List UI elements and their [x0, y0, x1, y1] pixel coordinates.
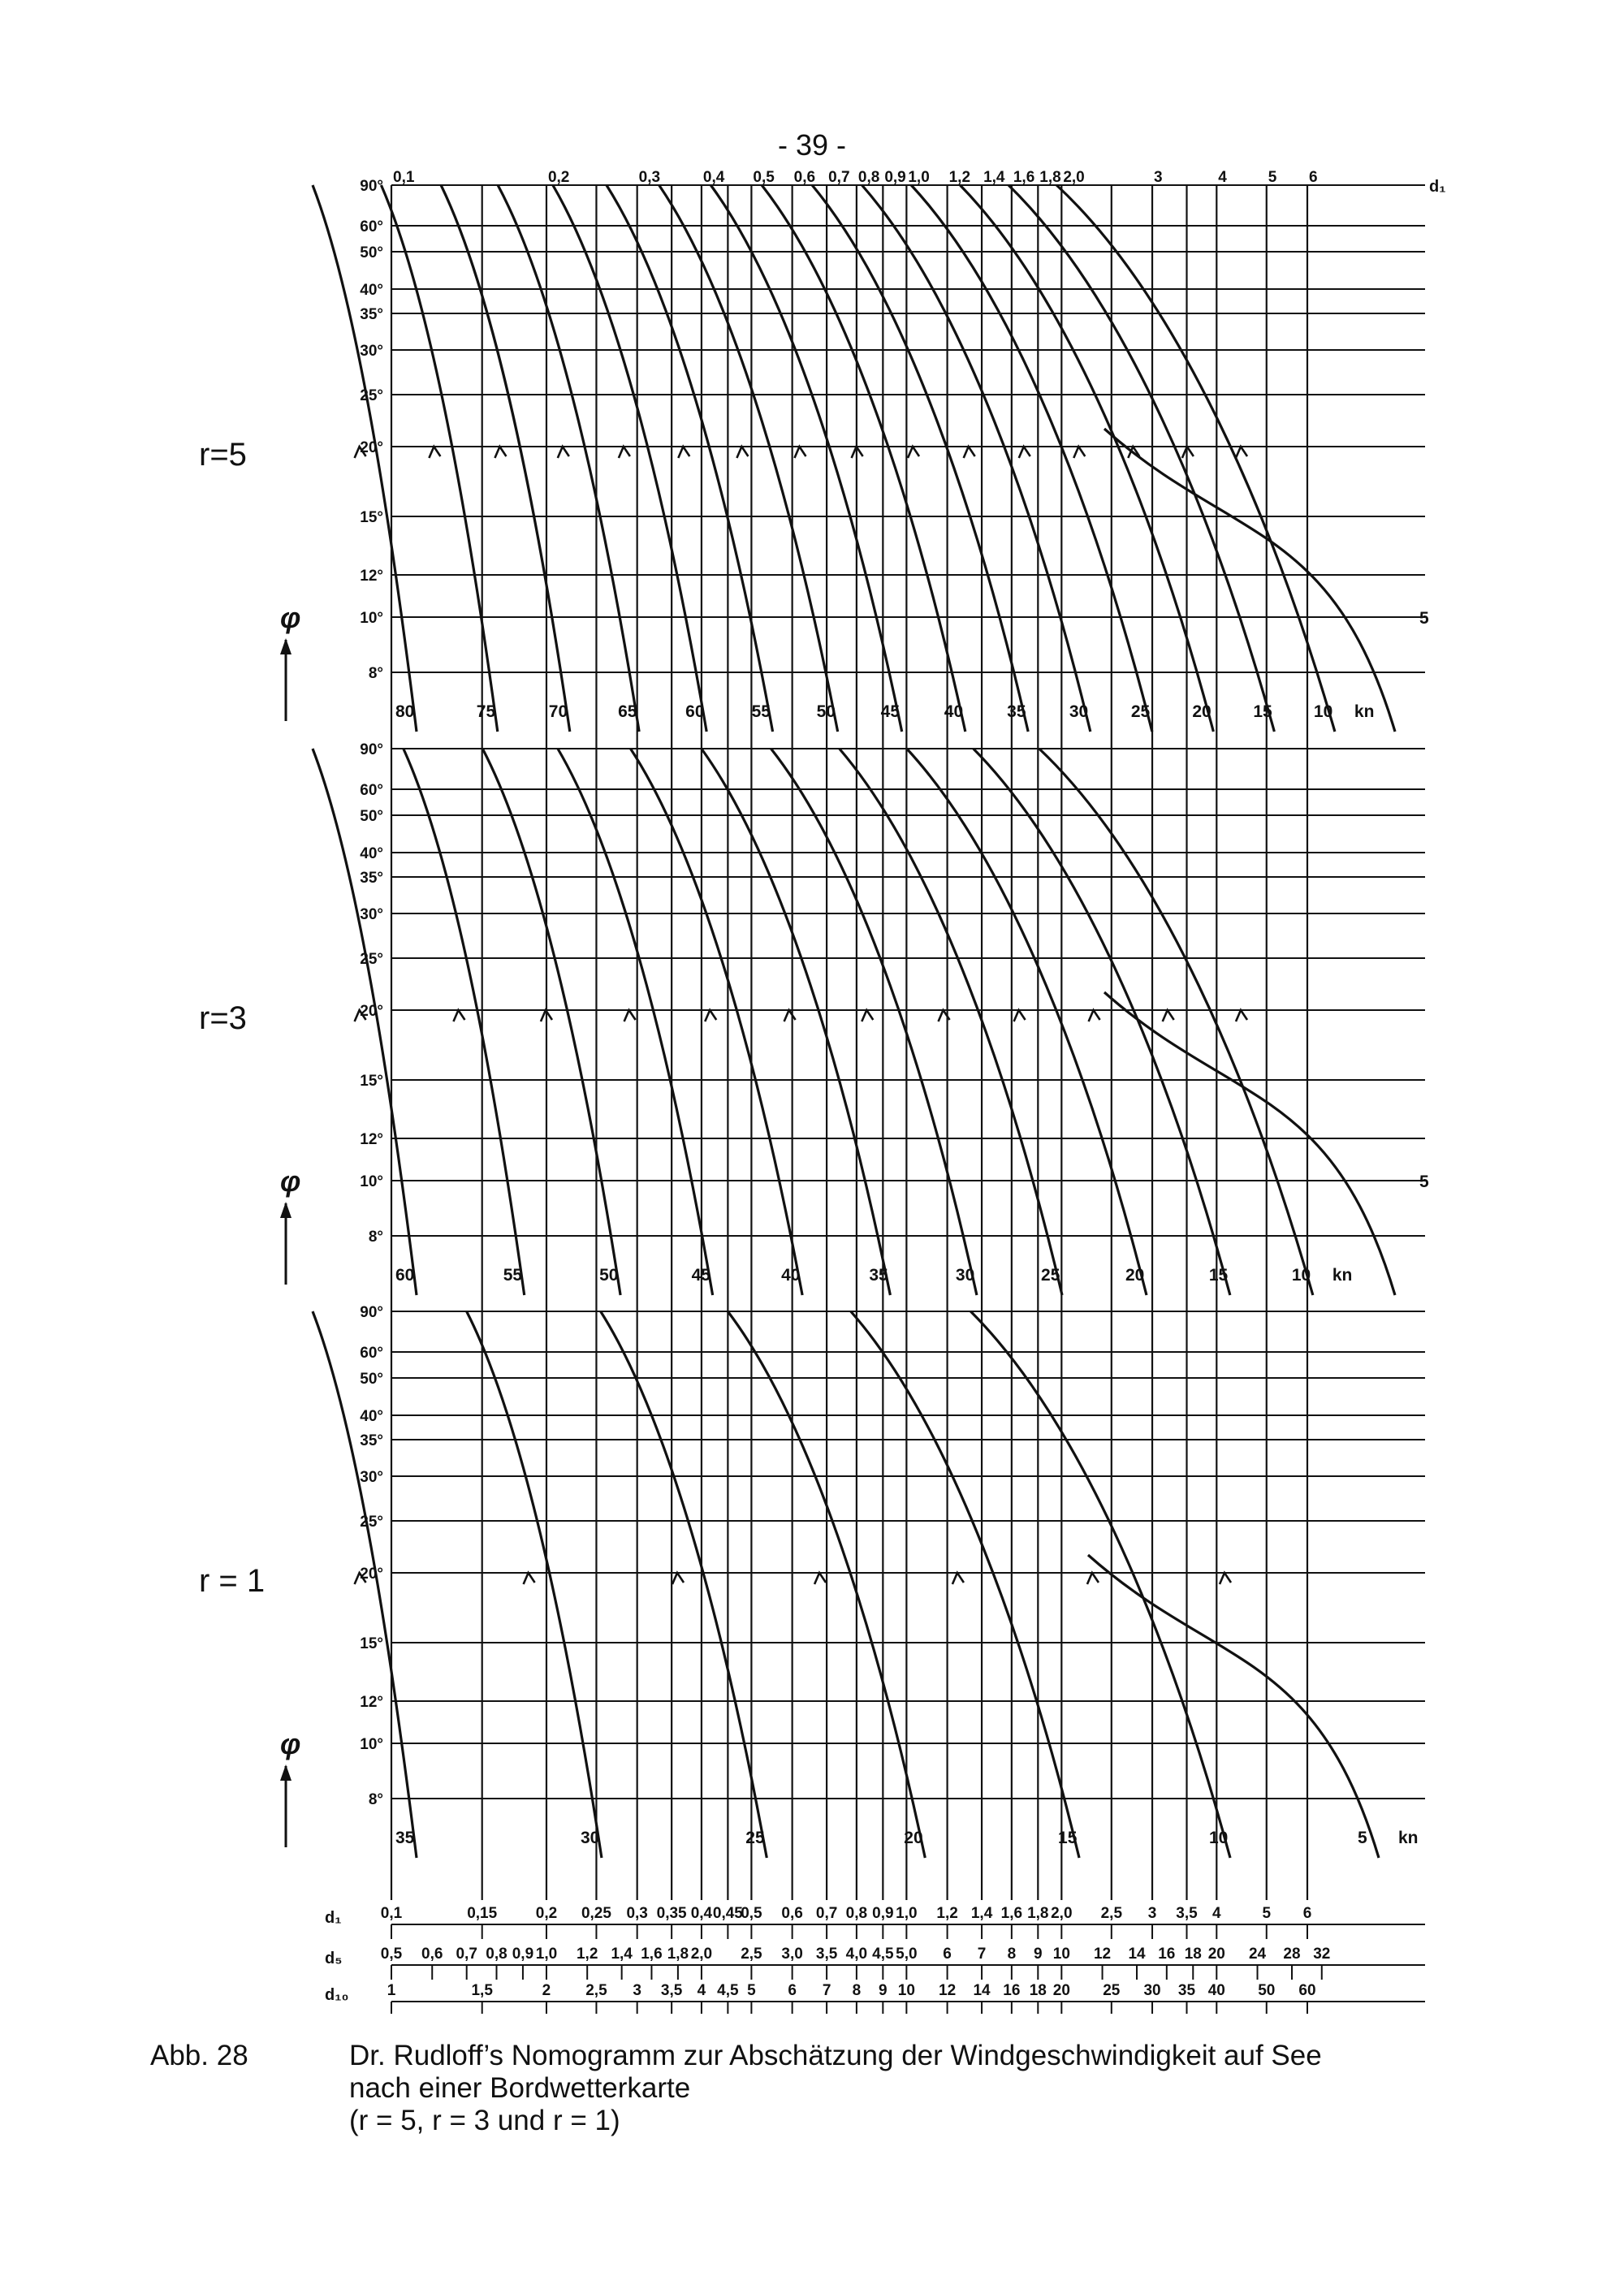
scale-tick-label: 1,2 — [936, 1905, 958, 1922]
scale-tick-label: 25 — [1103, 1982, 1121, 1999]
speed-isoline-50 — [482, 749, 620, 1295]
top-d1-tick-label: 0,4 — [702, 169, 725, 186]
scale-tick-label: 2,5 — [741, 1946, 762, 1963]
speed-label: 75 — [476, 702, 496, 721]
speed-label: 40 — [781, 1266, 801, 1285]
scale-tick-label: 40 — [1207, 1982, 1225, 1999]
speed-label: 50 — [816, 702, 836, 721]
scale-tick-label: 0,5 — [741, 1905, 762, 1922]
isoline-arrow-10 — [1182, 447, 1194, 458]
speed-isoline-20 — [960, 185, 1213, 732]
scale-tick-label: 5 — [1262, 1905, 1272, 1922]
speed-label: 35 — [1007, 702, 1026, 721]
speed-isoline-55 — [404, 749, 525, 1295]
isoline-arrow-75 — [429, 447, 440, 458]
isoline-arrow-20 — [814, 1573, 826, 1584]
y-tick-label: 90° — [360, 178, 383, 195]
speed-isoline-5 — [1104, 429, 1395, 732]
top-d1-tick-label: 0,9 — [884, 169, 906, 186]
scale-tick-label: 8 — [1007, 1946, 1017, 1963]
page-number: - 39 - — [777, 128, 847, 162]
y-tick-label: 40° — [360, 845, 383, 862]
speed-label: 30 — [1069, 702, 1089, 721]
y-tick-label: 12° — [360, 1694, 383, 1711]
isoline-arrow-20 — [1073, 447, 1085, 458]
isoline-arrow-55 — [678, 447, 689, 458]
isoline-arrow-55 — [453, 1010, 464, 1021]
scale-tick-label: 1,5 — [471, 1982, 493, 1999]
speed-label: 5 — [1419, 1173, 1429, 1191]
speed-label: 80 — [395, 702, 415, 721]
speed-label: 70 — [548, 702, 568, 721]
scale-tick-label: 1,0 — [535, 1946, 558, 1963]
scale-tick-label: 1,6 — [641, 1946, 663, 1963]
speed-label: 35 — [869, 1266, 888, 1285]
speed-isoline-30 — [467, 1311, 602, 1858]
speed-label: 50 — [599, 1266, 619, 1285]
scale-tick-label: 1,6 — [1000, 1905, 1023, 1922]
speed-isoline-50 — [659, 185, 838, 732]
y-tick-label: 25° — [360, 387, 383, 404]
y-tick-label: 15° — [360, 1635, 383, 1652]
speed-label: 15 — [1058, 1829, 1078, 1847]
scale-tick-label: 0,4 — [690, 1905, 713, 1922]
scale-tick-label: 8 — [852, 1982, 862, 1999]
scale-tick-label: 0,6 — [421, 1946, 443, 1963]
speed-label: 10 — [1313, 702, 1333, 721]
speed-label: 60 — [685, 702, 705, 721]
scale-tick-label: 0,5 — [380, 1946, 403, 1963]
scale-tick-label: 3 — [1147, 1905, 1157, 1922]
isoline-arrow-40 — [705, 1010, 716, 1021]
y-tick-label: 20° — [360, 1566, 383, 1583]
top-d1-tick-label: 0,7 — [828, 169, 850, 186]
isoline-arrow-20 — [1014, 1010, 1026, 1021]
top-d1-tick-label: 0,3 — [638, 169, 661, 186]
y-tick-label: 35° — [360, 870, 383, 887]
speed-label: 5 — [1358, 1829, 1367, 1847]
scale-tick-label: 4 — [697, 1982, 706, 1999]
y-tick-label: 8° — [368, 1791, 383, 1808]
y-tick-label: 40° — [360, 282, 383, 299]
scale-tick-label: 2 — [542, 1982, 551, 1999]
speed-label: 5 — [1419, 609, 1429, 628]
speed-isoline-10 — [1039, 749, 1313, 1295]
y-tick-label: 60° — [360, 218, 383, 235]
top-d1-tick-label: 0,5 — [753, 169, 775, 186]
scale-name: d₅ — [325, 1950, 343, 1967]
scale-tick-label: 10 — [897, 1982, 915, 1999]
speed-label: 25 — [1041, 1266, 1060, 1285]
top-d1-tick-label: 4 — [1218, 169, 1227, 186]
isoline-arrow-45 — [624, 1010, 636, 1021]
speed-label: 25 — [1130, 702, 1151, 721]
scale-tick-label: 30 — [1143, 1982, 1161, 1999]
scale-tick-label: 18 — [1184, 1946, 1202, 1963]
scale-tick-label: 2,0 — [1051, 1905, 1073, 1922]
scale-tick-label: 0,8 — [845, 1905, 868, 1922]
speed-isoline-65 — [498, 185, 639, 732]
speed-isoline-45 — [710, 185, 901, 732]
speed-label: 45 — [880, 702, 901, 721]
speed-label: 15 — [1208, 1266, 1229, 1285]
y-tick-label: 35° — [360, 1432, 383, 1449]
speed-label: 65 — [618, 702, 637, 721]
phi-arrow-head — [280, 638, 292, 654]
y-tick-label: 35° — [360, 306, 383, 323]
scale-tick-label: 1,4 — [611, 1946, 633, 1963]
speed-label: 30 — [955, 1266, 975, 1285]
isoline-arrow-5 — [1236, 1010, 1247, 1021]
speed-isoline-80 — [313, 185, 417, 732]
isoline-arrow-45 — [794, 447, 806, 458]
isoline-arrow-25 — [672, 1573, 684, 1584]
y-tick-label: 90° — [360, 741, 383, 758]
speed-label: 20 — [1192, 702, 1212, 721]
scale-tick-label: 3,5 — [815, 1946, 838, 1963]
scale-tick-label: 4 — [1212, 1905, 1221, 1922]
scale-tick-label: 0,1 — [380, 1905, 403, 1922]
scale-tick-label: 1,8 — [667, 1946, 689, 1963]
scale-tick-label: 0,3 — [626, 1905, 648, 1922]
scale-tick-label: 0,7 — [815, 1905, 838, 1922]
scale-tick-label: 24 — [1248, 1946, 1267, 1963]
speed-isoline-15 — [851, 1311, 1079, 1858]
scale-tick-label: 9 — [1034, 1946, 1043, 1963]
scale-tick-label: 35 — [1177, 1982, 1196, 1999]
scale-tick-label: 6 — [788, 1982, 797, 1999]
speed-label: kn — [1332, 1266, 1353, 1285]
phi-axis-label: φ — [280, 601, 301, 634]
panel-label: r=5 — [199, 437, 247, 473]
speed-isoline-10 — [1056, 185, 1335, 732]
scale-tick-label: 5,0 — [896, 1946, 918, 1963]
speed-label: 10 — [1209, 1829, 1229, 1847]
y-tick-label: 30° — [360, 1469, 383, 1486]
scale-tick-label: 3,5 — [660, 1982, 683, 1999]
scale-tick-label: 50 — [1258, 1982, 1276, 1999]
y-tick-label: 12° — [360, 1131, 383, 1148]
scale-tick-label: 0,9 — [872, 1905, 894, 1922]
scale-tick-label: 7 — [977, 1946, 987, 1963]
scale-tick-label: 9 — [879, 1982, 888, 1999]
y-tick-label: 8° — [368, 665, 383, 682]
y-tick-label: 50° — [360, 1371, 383, 1388]
y-tick-label: 12° — [360, 568, 383, 585]
scale-tick-label: 4,0 — [845, 1946, 868, 1963]
scale-tick-label: 0,2 — [535, 1905, 558, 1922]
top-d1-tick-label: 2,0 — [1063, 169, 1085, 186]
speed-label: 40 — [944, 702, 964, 721]
chart-labels — [199, 169, 1446, 1847]
scale-tick-label: 0,9 — [512, 1946, 534, 1963]
scale-tick-label: 1,2 — [576, 1946, 598, 1963]
isoline-arrow-35 — [908, 447, 919, 458]
scale-tick-label: 18 — [1029, 1982, 1047, 1999]
speed-isoline-35 — [313, 1311, 417, 1858]
top-d1-tick-label: 5 — [1268, 169, 1277, 186]
speed-isoline-60 — [553, 185, 706, 732]
y-tick-label: 8° — [368, 1229, 383, 1246]
speed-isoline-35 — [702, 749, 891, 1295]
scale-tick-label: 16 — [1158, 1946, 1176, 1963]
isoline-arrow-35 — [784, 1010, 796, 1021]
speed-isoline-30 — [862, 185, 1090, 732]
isoline-arrow-5 — [1236, 447, 1247, 458]
caption-label: Abb. 28 — [150, 2040, 248, 2071]
scale-tick-label: 7 — [822, 1982, 831, 1999]
top-d1-tick-label: 1,2 — [948, 169, 971, 186]
speed-curves — [313, 185, 1395, 1858]
scale-tick-label: 6 — [1302, 1905, 1312, 1922]
scale-tick-label: 28 — [1283, 1946, 1301, 1963]
speed-label: 15 — [1253, 702, 1272, 721]
scale-tick-label: 1,4 — [970, 1905, 993, 1922]
speed-label: 20 — [904, 1829, 923, 1847]
isoline-arrow-25 — [1019, 447, 1030, 458]
phi-axis-label: φ — [280, 1727, 301, 1760]
isoline-arrow-10 — [1087, 1573, 1099, 1584]
scale-tick-label: 0,8 — [486, 1946, 508, 1963]
y-tick-label: 15° — [360, 1073, 383, 1090]
speed-label: 35 — [395, 1829, 415, 1847]
y-tick-label: 30° — [360, 343, 383, 360]
y-tick-label: 15° — [360, 509, 383, 526]
speed-label: 55 — [751, 702, 771, 721]
scale-tick-label: 6 — [943, 1946, 952, 1963]
y-tick-label: 20° — [360, 439, 383, 456]
speed-label: kn — [1398, 1829, 1419, 1847]
isoline-arrow-65 — [558, 447, 569, 458]
caption-line-3: (r = 5, r = 3 und r = 1) — [349, 2105, 620, 2136]
isoline-arrow-5 — [1220, 1573, 1231, 1584]
speed-isoline-5 — [1088, 1555, 1379, 1858]
scale-tick-label: 1,8 — [1027, 1905, 1049, 1922]
scale-tick-label: 3,0 — [781, 1946, 803, 1963]
speed-isoline-45 — [558, 749, 713, 1295]
y-tick-label: 50° — [360, 808, 383, 825]
speed-isoline-60 — [313, 749, 417, 1295]
scale-tick-label: 4,5 — [872, 1946, 894, 1963]
speed-label: 10 — [1291, 1266, 1311, 1285]
isoline-arrow-30 — [964, 447, 975, 458]
y-tick-label: 60° — [360, 782, 383, 799]
isoline-arrow-50 — [736, 447, 748, 458]
scale-tick-label: 0,7 — [456, 1946, 477, 1963]
scale-tick-label: 14 — [1128, 1946, 1146, 1963]
speed-isoline-55 — [607, 185, 773, 732]
scale-tick-label: 0,25 — [581, 1905, 611, 1922]
speed-isoline-5 — [1104, 992, 1395, 1295]
isoline-arrow-15 — [1089, 1010, 1100, 1021]
scale-tick-label: 4,5 — [717, 1982, 739, 1999]
phi-arrow-head — [280, 1764, 292, 1781]
speed-label: 20 — [1125, 1266, 1145, 1285]
phi-arrow-head — [280, 1202, 292, 1218]
top-d1-tick-label: 0,1 — [393, 169, 415, 186]
top-d1-tick-label: 3 — [1154, 169, 1163, 186]
y-tick-label: 10° — [360, 1736, 383, 1753]
speed-label: 60 — [395, 1266, 415, 1285]
scale-name: d₁₀ — [325, 1986, 349, 2004]
speed-label: 30 — [580, 1829, 600, 1847]
scale-tick-label: 3 — [633, 1982, 641, 1999]
speed-isoline-25 — [601, 1311, 767, 1858]
isoline-arrow-30 — [524, 1573, 535, 1584]
scale-tick-label: 0,6 — [781, 1905, 803, 1922]
grid — [391, 185, 1425, 1900]
isoline-arrow-30 — [862, 1010, 873, 1021]
y-tick-label: 60° — [360, 1345, 383, 1362]
scale-tick-label: 3,5 — [1176, 1905, 1198, 1922]
scale-tick-label: 2,5 — [585, 1982, 607, 1999]
scale-tick-label: 20 — [1207, 1946, 1225, 1963]
y-tick-label: 90° — [360, 1304, 383, 1321]
top-d1-tick-label: 0,8 — [857, 169, 880, 186]
y-tick-label: 10° — [360, 1173, 383, 1190]
y-tick-label: 50° — [360, 244, 383, 261]
phi-axis-label: φ — [280, 1164, 301, 1198]
scale-tick-label: 0,45 — [712, 1905, 743, 1922]
scale-tick-label: 2,5 — [1100, 1905, 1123, 1922]
panel-label: r = 1 — [199, 1563, 266, 1599]
y-tick-label: 10° — [360, 610, 383, 627]
top-d1-tick-label: 1,8 — [1039, 169, 1061, 186]
top-axis-label: d₁ — [1429, 178, 1446, 196]
speed-label: 55 — [503, 1266, 523, 1285]
scale-tick-label: 60 — [1298, 1982, 1316, 1999]
top-d1-tick-label: 0,6 — [793, 169, 816, 186]
scale-tick-label: 32 — [1313, 1946, 1331, 1963]
speed-label: 25 — [745, 1829, 765, 1847]
top-d1-tick-label: 1,0 — [908, 169, 930, 186]
isoline-arrow-70 — [495, 447, 506, 458]
scale-tick-label: 2,0 — [690, 1946, 713, 1963]
scale-tick-label: 5 — [747, 1982, 756, 1999]
caption-line-2: nach einer Bordwetterkarte — [349, 2072, 691, 2104]
scale-tick-label: 16 — [1003, 1982, 1021, 1999]
top-d1-tick-label: 6 — [1309, 169, 1318, 186]
panel-label: r=3 — [199, 1000, 247, 1036]
speed-isoline-10 — [970, 1311, 1230, 1858]
scale-tick-label: 1,0 — [896, 1905, 918, 1922]
top-d1-tick-label: 0,2 — [547, 169, 570, 186]
scale-tick-label: 12 — [1093, 1946, 1112, 1963]
speed-label: kn — [1354, 702, 1375, 721]
scale-tick-label: 0,15 — [467, 1905, 498, 1922]
top-d1-tick-label: 1,4 — [983, 169, 1005, 186]
bottom-scales — [325, 1905, 1425, 2014]
y-tick-label: 25° — [360, 1514, 383, 1531]
speed-isoline-70 — [441, 185, 570, 732]
scale-tick-label: 1 — [387, 1982, 396, 1999]
speed-label: 45 — [691, 1266, 710, 1285]
speed-isoline-75 — [381, 185, 497, 732]
caption-text — [349, 2040, 1486, 2137]
top-d1-tick-label: 1,6 — [1013, 169, 1035, 186]
y-tick-label: 30° — [360, 906, 383, 923]
y-tick-label: 20° — [360, 1003, 383, 1020]
y-tick-label: 40° — [360, 1408, 383, 1425]
scale-tick-label: 20 — [1052, 1982, 1070, 1999]
y-tick-label: 25° — [360, 951, 383, 968]
scale-tick-label: 14 — [973, 1982, 991, 1999]
isoline-arrow-15 — [952, 1573, 964, 1584]
scale-tick-label: 0,35 — [656, 1905, 687, 1922]
caption-line-1: Dr. Rudloff’s Nomogramm zur Abschätzung der Windgeschwindigkeit auf See — [349, 2040, 1322, 2071]
isoline-arrow-10 — [1163, 1010, 1174, 1021]
scale-name: d₁ — [325, 1909, 342, 1927]
scale-tick-label: 10 — [1052, 1946, 1070, 1963]
scale-tick-label: 12 — [939, 1982, 957, 1999]
isoline-arrow-60 — [619, 447, 630, 458]
